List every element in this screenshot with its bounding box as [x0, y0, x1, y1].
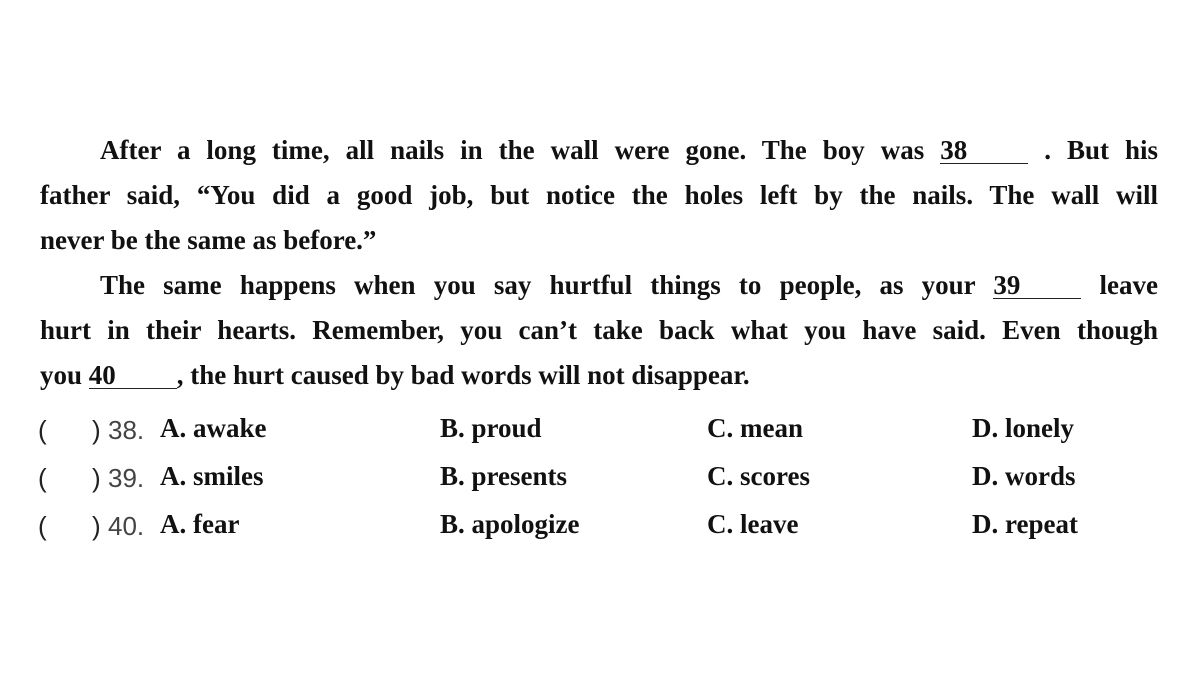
paragraph-1-line-2: father said, “You did a good job, but notice the holes left by the nails. The wall will — [40, 180, 1158, 210]
blank-40[interactable]: 40 — [89, 362, 177, 389]
option-d[interactable]: D. words — [972, 461, 1076, 491]
answer-paren-close: ) — [92, 463, 101, 493]
option-c[interactable]: C. scores — [707, 461, 810, 491]
option-d[interactable]: D. repeat — [972, 509, 1078, 539]
option-d[interactable]: D. lonely — [972, 413, 1075, 443]
passage — [40, 128, 1158, 398]
p2-text-before-40: you — [40, 360, 83, 390]
answer-paren-close: ) — [92, 415, 101, 445]
paragraph-2-line-2: hurt in their hearts. Remember, you can’t take back what you have said. Even though — [40, 315, 1158, 345]
question-number: 38. — [108, 415, 145, 445]
answer-paren-open: ( — [38, 511, 47, 541]
answer-paren-close: ) — [92, 511, 101, 541]
option-a[interactable]: A. awake — [160, 413, 267, 443]
p2-text-after-40: , the hurt caused by bad words will not disappear. — [176, 360, 750, 390]
paragraph-1-line-3: never be the same as before.” — [40, 225, 377, 255]
paragraph-2-line-3 — [40, 353, 1158, 398]
option-c[interactable]: C. leave — [707, 509, 799, 539]
question-row-40 — [38, 505, 1158, 553]
option-a[interactable]: A. smiles — [160, 461, 264, 491]
p1-text-before-38: After a long time, all nails in the wall were gone. The boy was — [100, 135, 925, 165]
blank-39[interactable]: 39 — [993, 272, 1081, 299]
paragraph-1-end — [40, 218, 1158, 263]
paragraph-2 — [40, 263, 1158, 308]
question-row-39 — [38, 457, 1158, 505]
question-number: 39. — [108, 463, 145, 493]
p2-text-after-39: leave — [1099, 270, 1159, 300]
question-number: 40. — [108, 511, 145, 541]
option-b[interactable]: B. presents — [440, 461, 568, 491]
paragraph-1-line-1 — [40, 128, 1158, 173]
paragraph-1-cont — [40, 173, 1158, 218]
option-b[interactable]: B. proud — [440, 413, 542, 443]
option-b[interactable]: B. apologize — [440, 509, 580, 539]
answer-paren-open: ( — [38, 463, 47, 493]
blank-38[interactable]: 38 — [940, 137, 1028, 164]
answer-paren-open: ( — [38, 415, 47, 445]
paragraph-2-end — [40, 353, 1158, 398]
question-row-38 — [38, 409, 1158, 457]
p1-text-after-38: . But his — [1044, 135, 1158, 165]
question-options — [38, 409, 1158, 553]
option-a[interactable]: A. fear — [160, 509, 240, 539]
p2-text-before-39: The same happens when you say hurtful things to people, as your — [100, 270, 976, 300]
option-c[interactable]: C. mean — [707, 413, 803, 443]
paragraph-2-line-1 — [40, 263, 1158, 308]
paragraph-1 — [40, 128, 1158, 173]
paragraph-2-cont — [40, 308, 1158, 353]
